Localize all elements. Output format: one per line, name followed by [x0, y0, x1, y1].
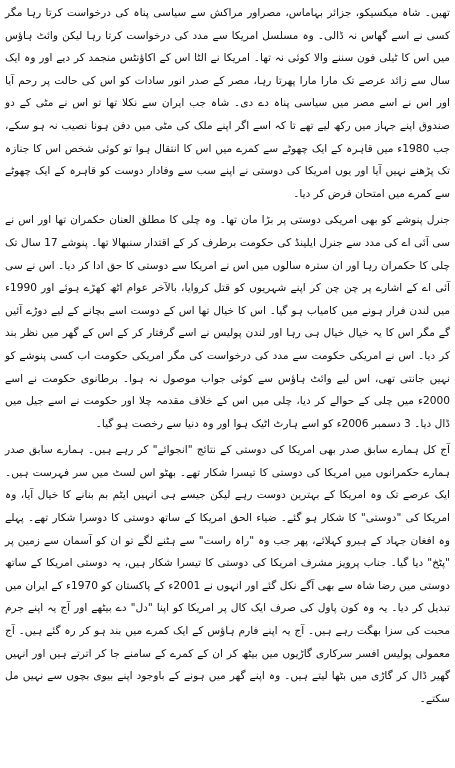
paragraph-pinochet: جنرل پنوشے کو بھی امریکی دوستی پر بڑا مان تھا۔ وہ چلی کا مطلق العنان حکمران تھا اور اس نے سی آئی اے کی مدد سے جنرل ایلینڈ کی حکومت برطرف کر کے اقتدار سنبھالا تھا۔ پنوشے 17 سال تک چلی کا حکمران رہا اور ان سترہ سالوں میں اس نے امریکا سے دوستی کا حق ادا کر دیا۔ اس نے سی آئی اے کے اشارے پر چن چن کر اپنے شہریوں کو قتل کروایا، بالآخر عوام اٹھ کھڑے ہوئے اور 1990ء میں لندن فرار ہونے میں کامیاب ہو گیا۔ اس کا خیال تھا اس کے دوست اسے بچانے کے لیے دوڑے آئیں گے مگر اس کا یہ خیال خیال ہی رہا اور لندن پولیس نے اسے گرفتار کر کے اس کے گھر میں نظر بند کر دیا۔ اس نے امریکی حکومت سے مدد کی درخواست کی مگر امریکی حکومت اب کسی پنوشے کو نہیں جانتی تھی، اس لیے وائٹ ہاؤس سے کوئی جواب موصول نہ ہوا۔ برطانوی حکومت نے اسے 2000ء میں چلی کے حوالے کر دیا، چلی میں اس کے خلاف مقدمہ چلا اور حکومت نے اسے جیل میں ڈال دیا۔ 3 دسمبر 2006ء کو اسے ہارٹ اٹیک ہوا اور وہ دنیا سے رخصت ہو گیا۔ [5, 214, 450, 430]
paragraph-shah-of-iran: تھیں۔ شاہ میکسیکو، جزائر بہاماس، مصراور مراکش سے سیاسی پناہ کی درخواست کرتا رہا مگر کسی نے اسے گھاس نہ ڈالی۔ وہ مسلسل امریکا سے مدد کی درخواست کرتا رہا لیکن وائٹ ہاؤس میں اس کا ٹیلی فون سننے والا کوئی نہ تھا۔ امریکا نے الٹا اس کے اکاؤنٹس منجمد کر دیے اور وہ ایک سال سے زائد عرصے تک مارا مارا پھرتا رہا، مصر کے صدر انور سادات کو اس کی حالت پر رحم آیا اور اس نے اسے مصر میں سیاسی پناہ دے دی۔ شاہ جب ایران سے نکلا تھا تو اس نے مٹی کے دو صندوق اپنے جہاز میں رکھ لیے تھے تا کہ اسے اگر اپنے ملک کی مٹی میں دفن ہونا نصیب نہ ہو سکے، جب 1980ء میں قاہرہ کے ایک چھوٹے سے کمرے میں اس کا انتقال ہوا تو کوئی شخص اس کا جنازہ تک پڑھنے نہیں آیا اور یوں امریکا کی دوستی نے اپنے سب سے وفادار دوست کو قاہرہ کے ایک چھوٹے سے کمرے میں امتحان فرض کر دیا۔ [5, 7, 450, 200]
paragraph-former-president: آج کل ہمارے سابق صدر بھی امریکا کی دوستی کے نتائج "انجوائے" کر رہے ہیں۔ ہمارے سابق صدر ہمارے حکمرانوں میں امریکا کی دوستی کا تیسرا شکار تھے۔ بھٹو اس لسٹ میں سر فہرست ہیں۔ ایک عرصے تک وہ امریکا کے بہترین دوست رہے لیکن جیسے ہی انہیں ایٹم بم بنانے کا خیال آیا، وہ امریکا کی "دوستی" کا شکار ہو گئے۔ ضیاء الحق امریکا کے ساتھ دوستی کا دوسرا شکار تھے۔ پہلے وہ افغان جہاد کے ہیرو کہلائے، پھر جب وہ "راہ راست" سے ہٹنے لگے تو ان کو آسمان سے زمین پر "پٹخ" دیا گیا۔ جناب پرویز مشرف امریکا کی دوستی کا تیسرا شکار ہیں، یہ دوستی امریکا کے ساتھ دوستی میں رضا شاہ سے بھی آگے نکل گئے اور انہوں نے 2001ء کے پاکستان کو 1970ء کے ایران میں تبدیل کر دیا۔ یہ وہ کون پاول کی صرف ایک کال پر امریکا کو اپنا "دل" دے بیٹھے اور آج یہ اپنے جرم محبت کی سزا بھگت رہے ہیں۔ آج یہ اپنے فارم ہاؤس کے ایک کمرے میں بند ہو کر رہ گئے ہیں۔ آج معمولی پولیس افسر سرکاری گاڑیوں میں بیٹھ کر ان کے کمرے کے سامنے جا کر اترتے ہیں اور انہیں گھیر ڈال کر گاڑی میں بٹھا لیتے ہیں۔ وہ اپنے گھر میں ہونے کے باوجود اپنے بیوی بچوں سے نہیں مل سکتے۔ [5, 444, 450, 705]
